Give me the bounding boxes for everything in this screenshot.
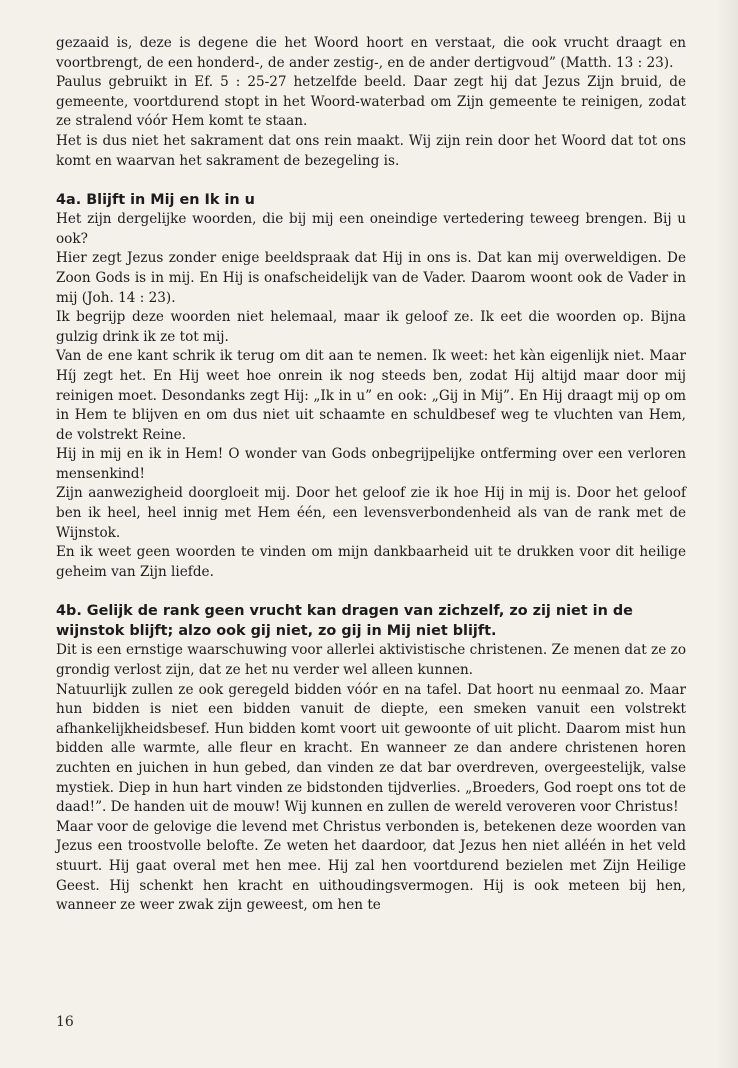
paragraph: Het zijn dergelijke woorden, die bij mij een oneindige vertedering teweeg brengen. Bij u ook? [56,211,686,247]
paragraph: Zijn aanwezigheid doorgloeit mij. Door het geloof zie ik hoe Hij in mij is. Door het geloof ben ik heel, heel innig met Hem één, een levensverbondenheid als van de rank met de Wijnstok. [56,485,686,541]
paragraph: Hier zegt Jezus zonder enige beeldspraak dat Hij in ons is. Dat kan mij overweldigen. De Zoon Gods is in mij. En Hij is onafscheidelijk van de Vader. Daarom woont ook de Vader in mij (Joh. 14 : 23). [56,250,686,306]
paragraph: Het is dus niet het sakrament dat ons rein maakt. Wij zijn rein door het Woord dat tot ons komt en waarvan het sakrament de bezegeling is. [56,132,686,169]
paragraph: gezaaid is, deze is degene die het Woord hoort en verstaat, die ook vrucht draagt en voortbrengt, de een honderd-, de ander zestig-, en de ander dertigvoud” (Matth. 13 : 23). [56,35,686,71]
paragraph: Ik begrijp deze woorden niet helemaal, maar ik geloof ze. Ik eet die woorden op. Bijna gulzig drink ik ze tot mij. [56,309,686,345]
section-heading-4b: 4b. Gelijk de rank geen vrucht kan dragen van zichzelf, zo zij niet in de wijnstok blijft; alzo ook gij niet, zo gij in Mij niet blijft. [56,603,633,640]
section-heading-4a: 4a. Blijft in Mij en Ik in u [56,192,255,209]
paragraph: Hij in mij en ik in Hem! O wonder van Gods onbegrijpelijke ontferming over een verloren mensenkind! [56,446,686,482]
paragraph: Paulus gebruikt in Ef. 5 : 25-27 hetzelfde beeld. Daar zegt hij dat Jezus Zijn bruid, de gemeente, voortdurend stopt in het Woord-waterbad om Zijn gemeente te reinigen, zodat ze stralend vóór Hem komt te staan. [56,74,686,130]
paragraph: En ik weet geen woorden te vinden om mijn dankbaarheid uit te drukken voor dit heilige geheim van Zijn liefde. [56,544,686,580]
page-number: 16 [56,1014,74,1030]
page-body [56,34,686,916]
paragraph: Dit is een ernstige waarschuwing voor allerlei aktivistische christenen. Ze menen dat ze zo grondig verlost zijn, dat ze het nu verder wel alleen kunnen. [56,642,686,679]
paragraph: Natuurlijk zullen ze ook geregeld bidden vóór en na tafel. Dat hoort nu eenmaal zo. Maar hun bidden is niet een bidden vanuit de diepte, een smeken vanuit een volstrekt afhankelijkheidsbesef. Hun bidden komt voort uit gewoonte of uit plicht. Daarom mist hun bidden alle warmte, alle fleur en kracht. En wanneer ze dan andere christenen horen zuchten en juichen in hun gebed, dan vinden ze dat bar overdreven, overgeestelijk, valse mystiek. Diep in hun hart vinden ze bidstonden tijdverlies. „Broeders, God roept ons tot de daad!”. De handen uit de mouw! Wij kunnen en zullen de wereld veroveren voor Christus! [56,681,686,816]
paragraph: Maar voor de gelovige die levend met Christus verbonden is, betekenen deze woorden van Jezus een troostvolle belofte. Ze weten het daardoor, dat Jezus hen niet alléén in het veld stuurt. Hij gaat overal met hen mee. Hij zal hen voortdurend bezielen met Zijn Heilige Geest. Hij schenkt hen kracht en uithoudingsvermogen. Hij is ook meteen bij hen, wanneer ze weer zwak zijn geweest, om hen te [56,818,686,914]
paragraph: Van de ene kant schrik ik terug om dit aan te nemen. Ik weet: het kàn eigenlijk niet. Maar Híj zegt het. En Hij weet hoe onrein ik nog steeds ben, zodat Hij altijd maar door mij reinigen moet. Desondanks zegt Hij: „Ik in u” en ook: „Gij in Mij”. En Hij draagt mij op om in Hem te blijven en om dus niet uit schaamte en schuldbesef weg te vluchten van Hem, de volstrekt Reine. [56,348,686,443]
